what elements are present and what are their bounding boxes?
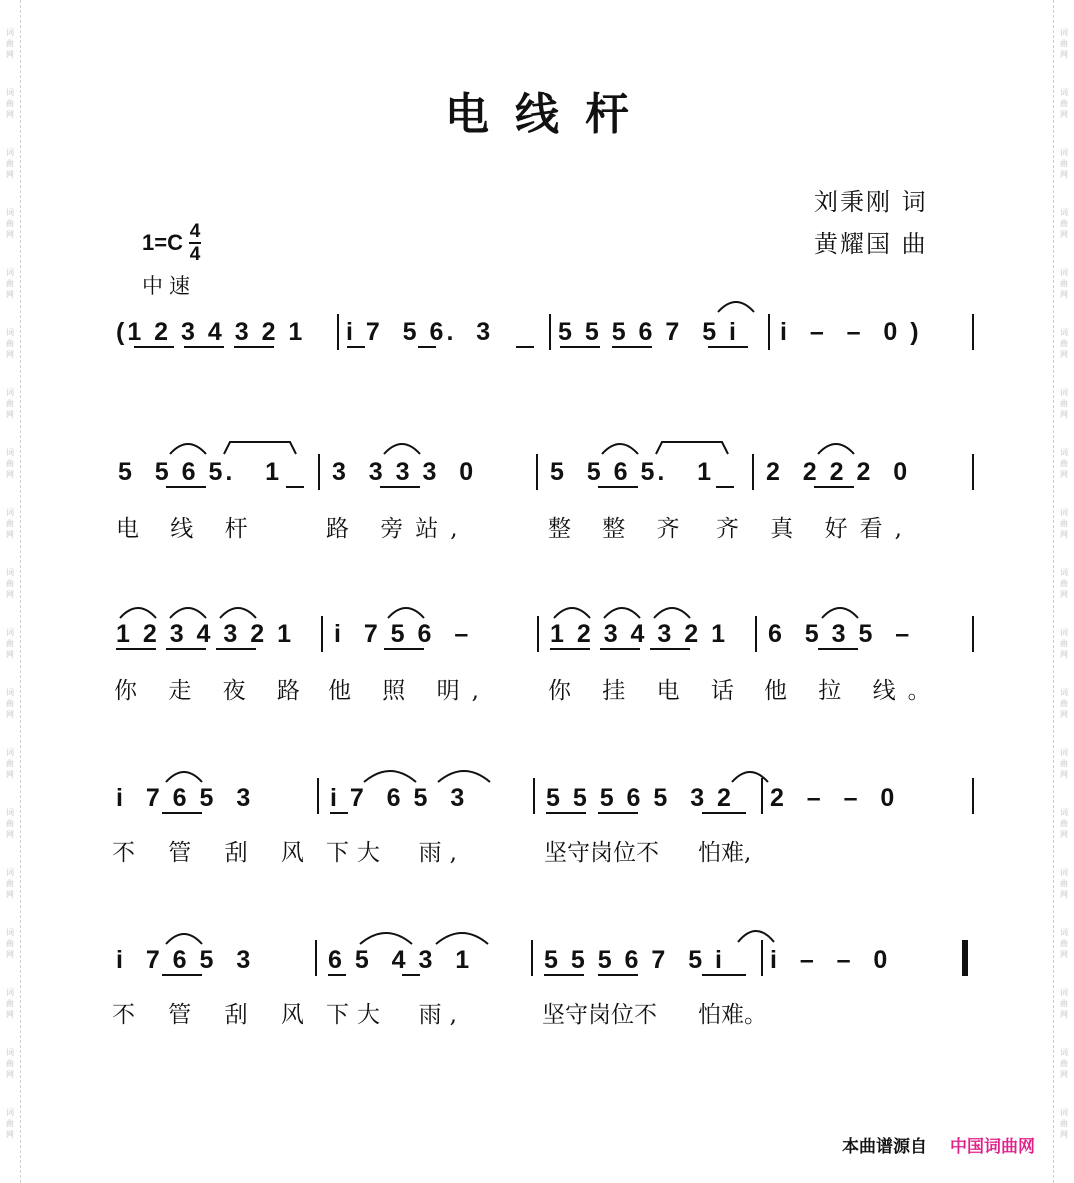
lyric-line: 怕难。 [698, 1002, 767, 1028]
slur [716, 296, 756, 314]
measure-7-notes: 5 5 6 5. 1 [550, 458, 715, 486]
watermark-text: 词曲网 [6, 568, 14, 599]
barline [337, 314, 339, 350]
watermark-text: 词曲网 [1060, 508, 1068, 539]
watermark-text: 词曲网 [1060, 208, 1068, 239]
time-signature [189, 222, 201, 264]
tempo-marking: 中速 [142, 274, 196, 298]
song-title: 电线杆 [445, 89, 655, 140]
barline [761, 940, 763, 976]
lyric-line: 你 挂 电 话 [548, 678, 746, 704]
time-signature-bottom: 4 [189, 244, 201, 265]
watermark-text: 词曲网 [1060, 148, 1068, 179]
barline [752, 454, 754, 490]
watermark-text: 词曲网 [6, 808, 14, 839]
barline [318, 454, 320, 490]
barline [536, 454, 538, 490]
watermark-text: 词曲网 [6, 328, 14, 359]
lyric-line: 路 旁站, [326, 516, 470, 542]
barline [972, 314, 974, 350]
measure-20-notes: i – – 0 [770, 946, 891, 974]
lyric-line: 他 照 明, [328, 678, 491, 704]
watermark-text: 词曲网 [1060, 328, 1068, 359]
measure-15-notes: 5 5 5 6 5 3 2 [546, 784, 734, 812]
key-signature [142, 222, 201, 264]
lyric-line: 电 线 杆 [116, 516, 260, 542]
watermark-text: 词曲网 [6, 208, 14, 239]
measure-1-notes: (1 2 3 4 3 2 1 [116, 318, 306, 346]
measure-6-notes: 3 3 3 3 0 [332, 458, 477, 486]
measure-2-notes: i 7 5 6. 3 [346, 318, 494, 346]
watermark-text: 词曲网 [1060, 268, 1068, 299]
measure-9-notes: 1 2 3 4 3 2 1 [116, 620, 295, 648]
watermark-text: 词曲网 [6, 748, 14, 779]
watermark-text: 词曲网 [6, 868, 14, 899]
lyric-line: 不 管 刮 风 [112, 840, 317, 866]
barline [537, 616, 539, 652]
measure-13-notes: i 7 6 5 3 [116, 784, 254, 812]
lyric-line: 不 管 刮 风 [112, 1002, 317, 1028]
lyric-line: 齐 真 好看, [716, 516, 914, 542]
lyric-line: 下大 雨, [326, 840, 465, 866]
watermark-text: 词曲网 [1060, 748, 1068, 779]
watermark-text: 词曲网 [1060, 1108, 1068, 1139]
composer-credit: 黄耀国 曲 [814, 230, 928, 258]
measure-12-notes: 6 5 3 5 – [768, 620, 913, 648]
measure-8-notes: 2 2 2 2 0 [766, 458, 911, 486]
watermark-text: 词曲网 [6, 268, 14, 299]
final-barline [962, 940, 968, 976]
watermark-text: 词曲网 [1060, 688, 1068, 719]
barline [972, 616, 974, 652]
time-signature-top: 4 [189, 221, 201, 242]
right-watermark-strip [1053, 0, 1074, 1183]
watermark-text: 词曲网 [6, 628, 14, 659]
watermark-text: 词曲网 [6, 1108, 14, 1139]
measure-3-notes: 5 5 5 6 7 5 i [558, 318, 739, 346]
barline [755, 616, 757, 652]
watermark-text: 词曲网 [6, 928, 14, 959]
lyric-line: 怕难, [698, 840, 752, 866]
lyric-line: 整 整 齐 [548, 516, 692, 542]
measure-17-notes: i 7 6 5 3 [116, 946, 254, 974]
measure-19-notes: 5 5 5 6 7 5 i [544, 946, 725, 974]
key-label: 1=C [142, 230, 183, 255]
watermark-text: 词曲网 [6, 28, 14, 59]
measure-10-notes: i 7 5 6 – [334, 620, 472, 648]
lyric-line: 坚守岗位不 [542, 1002, 657, 1028]
watermark-text: 词曲网 [1060, 448, 1068, 479]
watermark-text: 词曲网 [6, 88, 14, 119]
measure-18-notes: 6 5 4 3 1 [328, 946, 473, 974]
watermark-text: 词曲网 [6, 148, 14, 179]
lyricist-credit: 刘秉刚 词 [814, 188, 928, 216]
barline [315, 940, 317, 976]
watermark-text: 词曲网 [6, 1048, 14, 1079]
barline [533, 778, 535, 814]
watermark-text: 词曲网 [1060, 568, 1068, 599]
lyric-line: 你 走 夜 路 [114, 678, 312, 704]
watermark-text: 词曲网 [6, 988, 14, 1019]
measure-5-notes: 5 5 6 5. 1 [118, 458, 283, 486]
barline [549, 314, 551, 350]
measure-11-notes: 1 2 3 4 3 2 1 [550, 620, 729, 648]
lyric-line: 下大 雨, [326, 1002, 465, 1028]
watermark-text: 词曲网 [6, 508, 14, 539]
measure-14-notes: i 7 6 5 3 [330, 784, 468, 812]
watermark-text: 词曲网 [1060, 628, 1068, 659]
measure-4-notes: i – – 0 ) [780, 318, 922, 346]
watermark-text: 词曲网 [6, 388, 14, 419]
watermark-text: 词曲网 [1060, 808, 1068, 839]
barline [317, 778, 319, 814]
source-label: 本曲谱源自 [842, 1137, 927, 1157]
watermark-text: 词曲网 [1060, 388, 1068, 419]
measure-16-notes: 2 – – 0 [770, 784, 898, 812]
watermark-text: 词曲网 [1060, 28, 1068, 59]
watermark-text: 词曲网 [1060, 868, 1068, 899]
watermark-text: 词曲网 [1060, 988, 1068, 1019]
lyric-line: 他 拉 线。 [764, 678, 943, 704]
barline [972, 454, 974, 490]
watermark-text: 词曲网 [1060, 1048, 1068, 1079]
watermark-text: 词曲网 [1060, 88, 1068, 119]
barline [321, 616, 323, 652]
barline [972, 778, 974, 814]
barline [768, 314, 770, 350]
watermark-text: 词曲网 [6, 688, 14, 719]
watermark-text: 词曲网 [6, 448, 14, 479]
lyric-line: 坚守岗位不 [544, 840, 659, 866]
site-name-link[interactable]: 中国词曲网 [950, 1137, 1035, 1157]
barline [531, 940, 533, 976]
left-watermark-strip [0, 0, 21, 1183]
watermark-text: 词曲网 [1060, 928, 1068, 959]
